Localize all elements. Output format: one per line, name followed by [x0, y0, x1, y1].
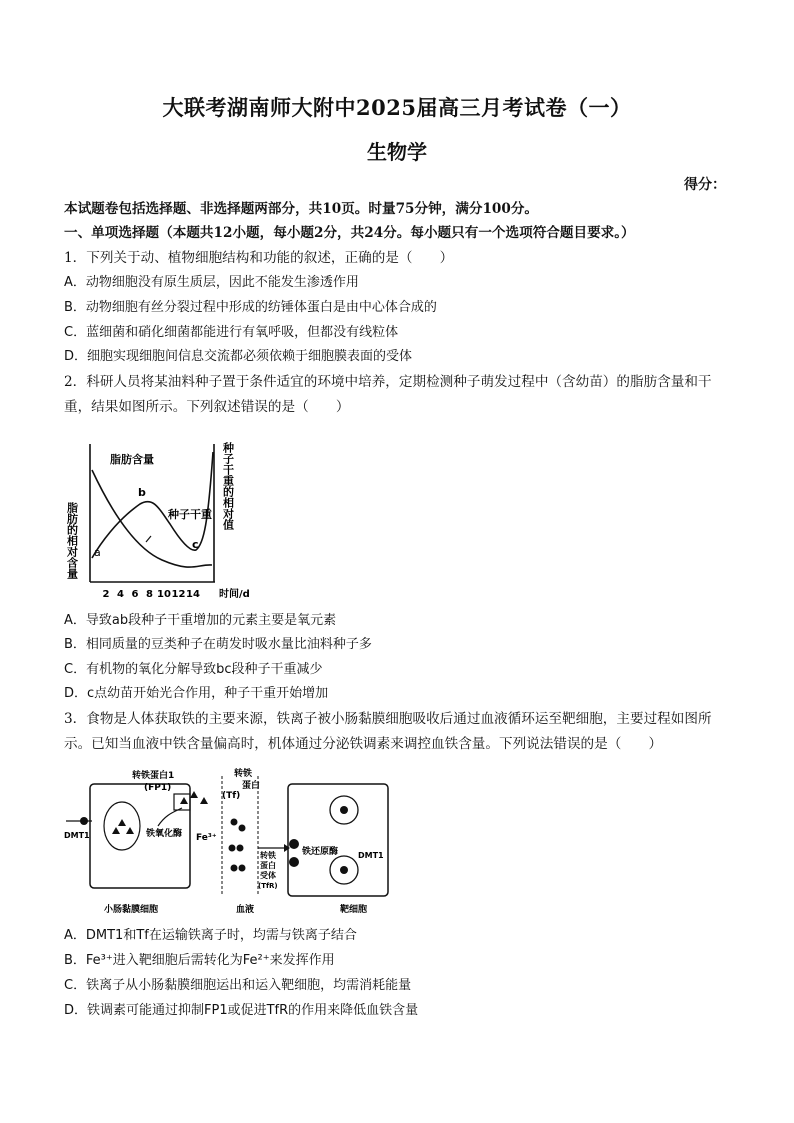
q3-stem-line2: 示。已知当血液中铁含量偏高时，机体通过分泌铁调素来调控血铁含量。下列说法错误的是（ ）: [64, 736, 663, 752]
x-tick-label: 6: [131, 589, 139, 600]
q1-option-a: A．动物细胞没有原生质层，因此不能发生渗透作用: [64, 275, 359, 290]
intro-text: 本试题卷包括选择题、非选择题两部分，共10页。时量75分钟，满分100分。: [64, 201, 539, 217]
q2-figure: [62, 432, 262, 607]
x-tick-label: 2: [102, 589, 110, 600]
q3-option-d: D．铁调素可能通过抑制FP1或促进TfR的作用来降低血铁含量: [64, 1003, 419, 1018]
dry-curve-label: 种子干重: [168, 508, 212, 521]
fp1-label: 转铁蛋白1: [132, 771, 175, 781]
q3-option-a: A．DMT1和Tf在运输铁离子时，均需与铁离子结合: [64, 928, 357, 943]
fp1-abbr: (FP1): [144, 783, 172, 793]
tf-label-mid: 蛋白: [242, 781, 261, 791]
q1-stem: 1．下列关于动、植物细胞结构和功能的叙述，正确的是（ ）: [64, 250, 454, 266]
q3-stem-line1: 3．食物是人体获取铁的主要来源，铁离子被小肠黏膜细胞吸收后通过血液循环运至靶细胞，主要过程如图所: [64, 711, 712, 727]
q2-option-a: A．导致ab段种子干重增加的元素主要是氧元素: [64, 613, 337, 628]
x-tick-label: 12: [171, 589, 186, 600]
q2-option-d: D．c点幼苗开始光合作用，种子干重开始增加: [64, 686, 329, 701]
tfr-receptor-icon: [289, 806, 348, 874]
transport-arrow-icon: [158, 808, 182, 826]
tf-iron-icon: [229, 819, 246, 872]
q2-stem-line1: 2．科研人员将某油料种子置于条件适宜的环境中培养，定期检测种子萌发过程中（含幼苗）的脂肪含量和干: [64, 374, 712, 390]
dmt1-label: DMT1: [358, 851, 384, 860]
q1-option-d: D．细胞实现细胞间信息交流都必须依赖于细胞膜表面的受体: [64, 349, 413, 364]
arrow-head-icon: [284, 844, 290, 852]
caption-target: 靶细胞: [340, 905, 368, 915]
caption-blood: 血液: [236, 905, 255, 915]
point-c: c: [192, 538, 199, 551]
section-title: 一、单项选择题（本题共12小题，每小题2分，共24分。每小题只有一个选项符合题目要求。）: [64, 225, 635, 241]
fat-curve-label: 脂肪含量: [110, 453, 154, 466]
subject-title: 生物学: [367, 140, 427, 164]
tfr-label-2: 蛋白: [260, 861, 276, 870]
tfr-abbr: (TfR): [258, 882, 278, 890]
q1-option-b: B．动物细胞有丝分裂过程中形成的纺锤体蛋白是由中心体合成的: [64, 300, 437, 315]
iron-triangles-icon: [112, 791, 208, 834]
ferrooxidase-label: 铁氧化酶: [146, 829, 183, 839]
tfr-label-1: 转铁: [260, 851, 276, 860]
tf-abbr: (Tf): [222, 791, 241, 801]
caption-intestine: 小肠黏膜细胞: [104, 905, 159, 915]
x-tick-label: 14: [186, 589, 200, 600]
q3-option-c: C．铁离子从小肠黏膜细胞运出和运入靶细胞，均需消耗能量: [64, 978, 412, 993]
q3-figure: [62, 766, 402, 916]
score-label: 得分：: [684, 177, 726, 193]
q2-stem-line2: 重，结果如图所示。下列叙述错误的是（ ）: [64, 399, 350, 415]
reductase-label: 铁还原酶: [302, 847, 339, 857]
y-right-label: 种子干重的相对值: [221, 442, 235, 530]
dmt-label: DMT1: [64, 831, 90, 840]
x-tick-labels: [103, 589, 200, 600]
fe-label: Fe³⁺: [196, 833, 217, 843]
q2-option-b: B．相同质量的豆类种子在萌发时吸水量比油料种子多: [64, 637, 372, 652]
x-tick-label: 4: [117, 589, 124, 600]
page-title: 大联考湖南师大附中2025届高三月考试卷（一）: [162, 95, 632, 120]
x-tick-label: 8: [146, 589, 153, 600]
q3-option-b: B．Fe³⁺进入靶细胞后需转化为Fe²⁺来发挥作用: [64, 953, 335, 968]
tf-label-top: 转铁: [234, 769, 253, 779]
x-axis-label: 时间/d: [219, 589, 250, 600]
q2-option-c: C．有机物的氧化分解导致bc段种子干重减少: [64, 662, 323, 677]
target-cell: [288, 784, 388, 896]
y-left-label: 脂肪的相对含量: [65, 502, 79, 579]
tfr-label-3: 受体: [260, 871, 276, 880]
x-tick-label: 10: [157, 589, 171, 600]
curve-arrow-icon: [146, 536, 151, 542]
q1-option-c: C．蓝细菌和硝化细菌都能进行有氧呼吸，但都没有线粒体: [64, 325, 399, 340]
point-b: b: [138, 486, 146, 499]
point-a: a: [94, 546, 101, 559]
